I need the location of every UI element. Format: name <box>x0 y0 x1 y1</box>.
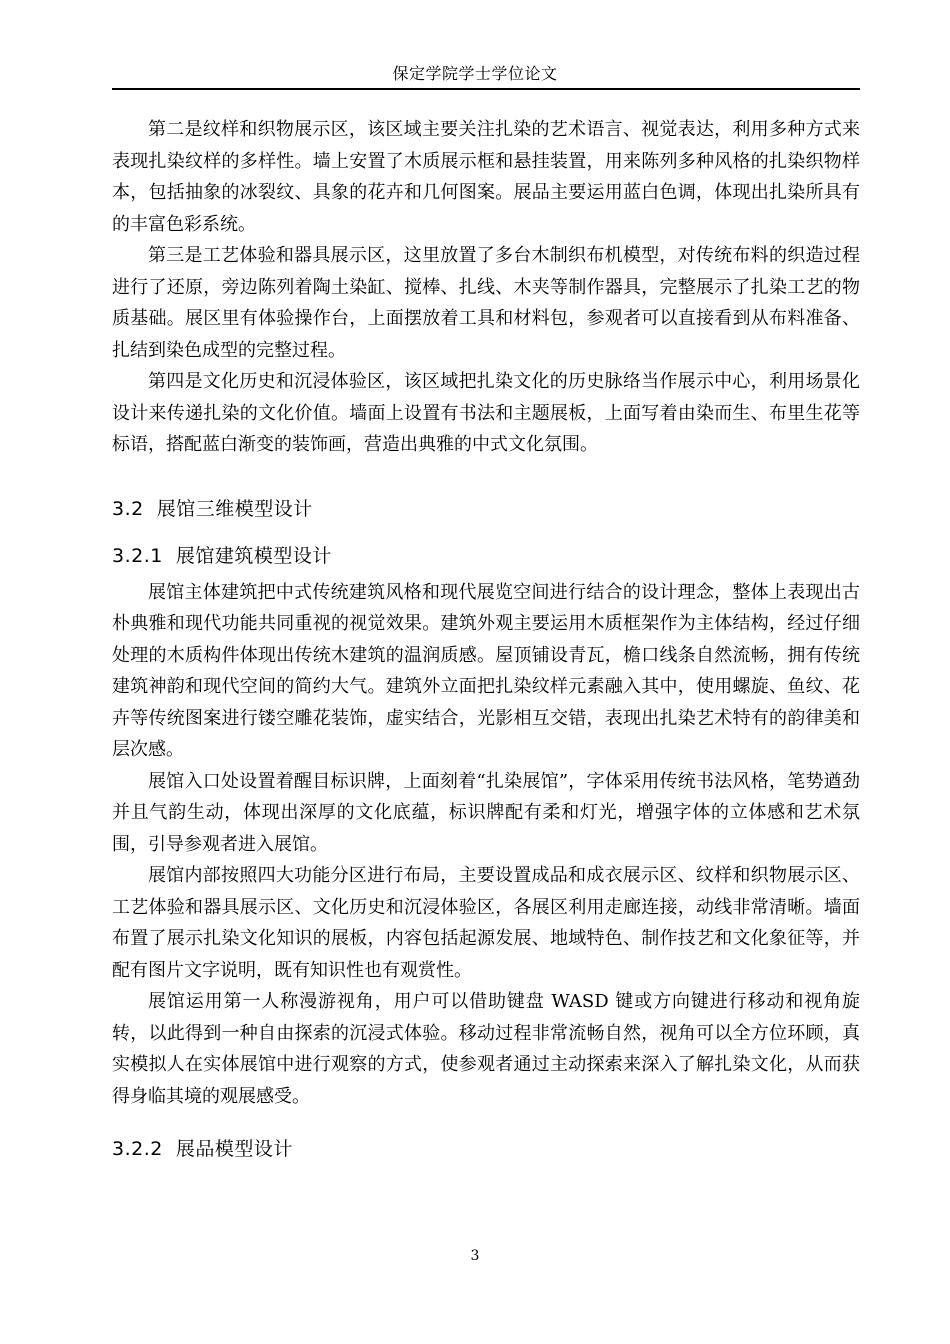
paragraph-first-person-view: 展馆运用第一人称漫游视角，用户可以借助键盘 WASD 键或方向键进行移动和视角旋转，以此得到一种自由探索的沉浸式体验。移动过程非常流畅自然，视角可以全方位环顾，真实模拟人在实体展馆中进行观察的方式，使参观者通过主动探索来深入了解扎染文化，从而获得身临其境的观展感受。 <box>112 991 860 1107</box>
running-header: 保定学院学士学位论文 <box>392 64 558 83</box>
paragraph-zone-2: 第二是纹样和织物展示区，该区域主要关注扎染的艺术语言、视觉表达，利用多种方式来表现扎染纹样的多样性。墙上安置了木质展示框和悬挂装置，用来陈列多种风格的扎染织物样本，包括抽象的冰裂纹、具象的花卉和几何图案。展品主要运用蓝白色调，体现出扎染所具有的丰富色彩系统。 <box>112 119 860 235</box>
paragraph-interior-layout: 展馆内部按照四大功能分区进行布局，主要设置成品和成衣展示区、纹样和织物展示区、工艺体验和器具展示区、文化历史和沉浸体验区，各展区利用走廊连接，动线非常清晰。墙面布置了展示扎染文化知识的展板，内容包括起源发展、地域特色、制作技艺和文化象征等，并配有图片文字说明，既有知识性也有观赏性。 <box>112 865 860 981</box>
paragraph-entrance-sign: 展馆入口处设置着醒目标识牌，上面刻着“扎染展馆”，字体采用传统书法风格，笔势遒劲并且气韵生动，体现出深厚的文化底蕴，标识牌配有柔和灯光，增强字体的立体感和艺术氛围，引导参观者进入展馆。 <box>112 770 860 855</box>
section-heading-3-2-1: 3.2.1 展馆建筑模型设计 <box>112 544 332 567</box>
paragraph-building-exterior: 展馆主体建筑把中式传统建筑风格和现代展览空间进行结合的设计理念，整体上表现出古朴典雅和现代功能共同重视的视觉效果。建筑外观主要运用木质框架作为主体结构，经过仔细处理的木质构件体现出传统木建筑的温润质感。屋顶铺设青瓦，檐口线条自然流畅，拥有传统建筑神韵和现代空间的简约大气。建筑外立面把扎染纹样元素融入其中，使用螺旋、鱼纹、花卉等传统图案进行镂空雕花装饰，虚实结合，光影相互交错，表现出扎染艺术特有的韵律美和层次感。 <box>112 581 860 760</box>
paragraph-zone-3: 第三是工艺体验和器具展示区，这里放置了多台木制织布机模型，对传统布料的织造过程进行了还原，旁边陈列着陶土染缸、搅棒、扎线、木夹等制作器具，完整展示了扎染工艺的物质基础。展区里有体验操作台，上面摆放着工具和材料包，参观者可以直接看到从布料准备、扎结到染色成型的完整过程。 <box>112 245 860 361</box>
header-rule <box>112 88 860 90</box>
page-number: 3 <box>470 1248 480 1264</box>
page-body <box>112 114 860 1170</box>
section-heading-3-2-2: 3.2.2 展品模型设计 <box>112 1138 293 1160</box>
section-heading-3-2: 3.2 展馆三维模型设计 <box>112 497 313 520</box>
paragraph-zone-4: 第四是文化历史和沉浸体验区，该区域把扎染文化的历史脉络当作展示中心，利用场景化设计来传递扎染的文化价值。墙面上设置有书法和主题展板，上面写着由染而生、布里生花等标语，搭配蓝白渐变的装饰画，营造出典雅的中式文化氛围。 <box>112 371 860 455</box>
